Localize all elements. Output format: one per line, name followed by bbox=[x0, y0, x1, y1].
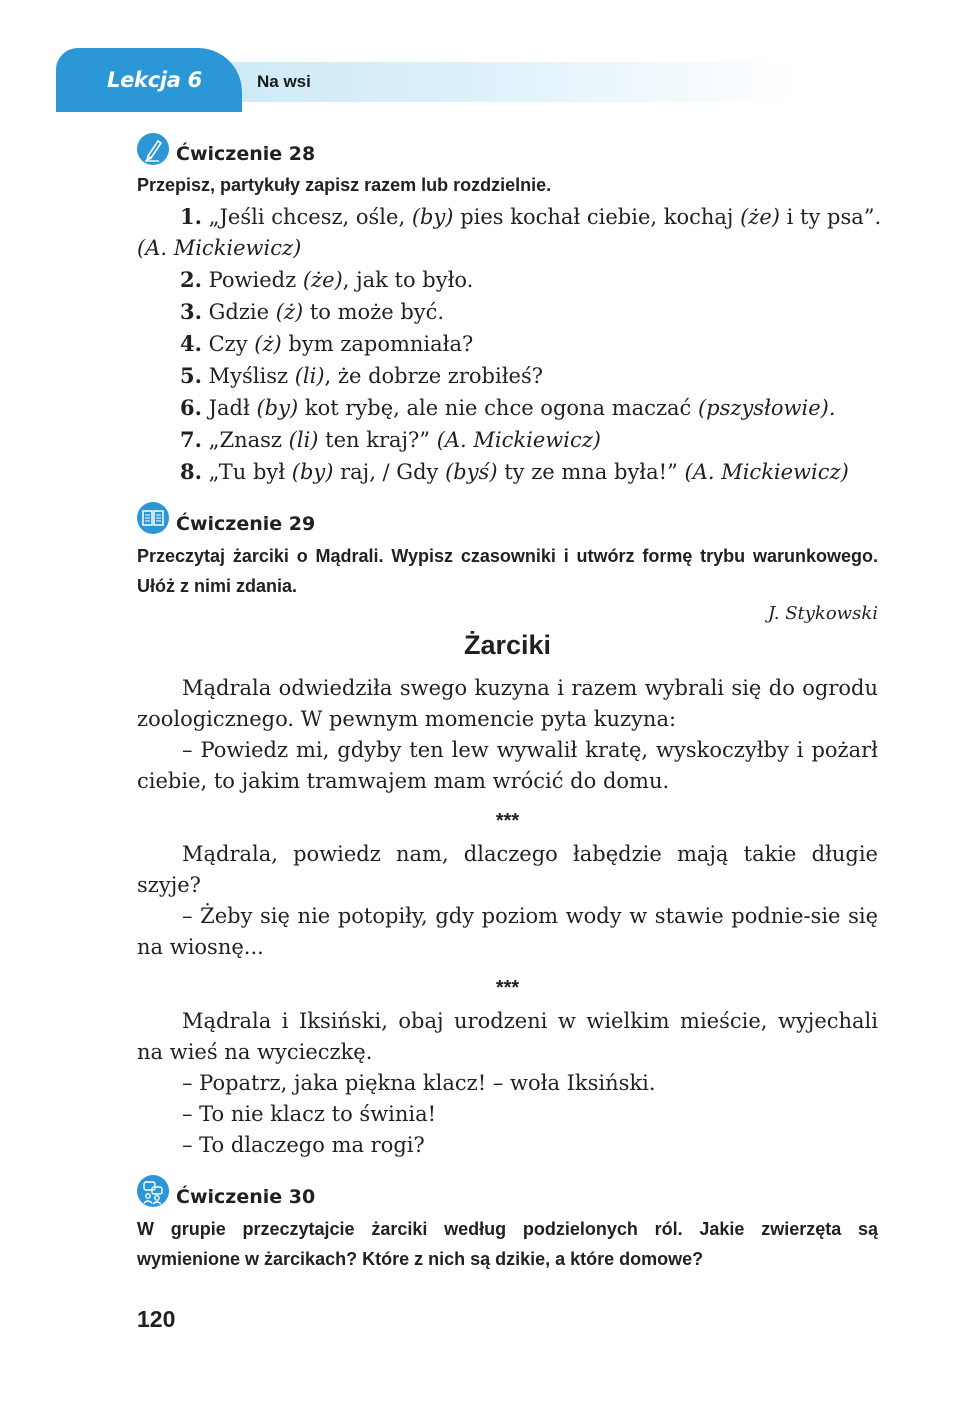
exercise-28-instruction: Przepisz, partykuły zapisz razem lub rozdzielnie. bbox=[137, 175, 552, 195]
exercise-28-title: Ćwiczenie 28 bbox=[176, 143, 316, 165]
group-discussion-icon bbox=[137, 1175, 169, 1207]
story-paragraph: Mądrala, powiedz nam, dlaczego łabędzie mają takie długie szyje? bbox=[137, 842, 878, 897]
ex28-item-5: 5. Myślisz (li), że dobrze zrobiłeś? bbox=[180, 363, 543, 388]
lesson-topic: Na wsi bbox=[257, 72, 311, 91]
ex28-item-1-author: (A. Mickiewicz) bbox=[137, 236, 302, 260]
story-paragraph: Mądrala i Iksiński, obaj urodzeni w wielkim mieście, wyjechali na wieś na wycieczkę. bbox=[137, 1009, 878, 1064]
story-title: Żarciki bbox=[463, 630, 552, 660]
story-paragraph: – Powiedz mi, gdyby ten lew wywalił kratę, wyskoczyłby i pożarł ciebie, to jakim tramwajem mam wrócić do domu. bbox=[137, 738, 878, 793]
section-separator: *** bbox=[495, 977, 520, 999]
story-paragraph: – Popatrz, jaka piękna klacz! – woła Iksiński. bbox=[182, 1071, 656, 1095]
lesson-label: Lekcja 6 bbox=[107, 68, 202, 92]
exercise-30-instruction: W grupie przeczytajcie żarciki według podzielonych ról. Jakie zwierzęta są wymienione w żarcikach? Które z nich są dzikie, a które domowe? bbox=[137, 1219, 878, 1269]
story-author: J. Stykowski bbox=[767, 603, 878, 624]
pencil-icon bbox=[137, 133, 169, 165]
ex28-item-4: 4. Czy (ż) bym zapomniała? bbox=[180, 331, 474, 356]
book-icon bbox=[137, 502, 169, 534]
page-number: 120 bbox=[137, 1306, 176, 1332]
exercise-29-title: Ćwiczenie 29 bbox=[176, 513, 316, 535]
ex28-item-8: 8. „Tu był (by) raj, / Gdy (byś) ty ze mna była!” (A. Mickiewicz) bbox=[180, 459, 849, 484]
exercise-29-instruction: Przeczytaj żarciki o Mądrali. Wypisz czasowniki i utwórz formę trybu warunkowego. Ułóż z nimi zdania. bbox=[137, 546, 878, 596]
story-paragraph: – To dlaczego ma rogi? bbox=[182, 1133, 425, 1157]
ex28-item-2: 2. Powiedz (że), jak to było. bbox=[180, 267, 474, 292]
story-paragraph: – To nie klacz to świnia! bbox=[182, 1102, 437, 1126]
ex28-item-3: 3. Gdzie (ż) to może być. bbox=[180, 299, 445, 324]
section-separator: *** bbox=[495, 810, 520, 832]
ex28-item-7: 7. „Znasz (li) ten kraj?” (A. Mickiewicz) bbox=[180, 427, 601, 452]
ex28-item-1: 1. „Jeśli chcesz, ośle, (by) pies kochał ciebie, kochaj (że) i ty psa”. bbox=[180, 204, 882, 229]
story-paragraph: Mądrala odwiedziła swego kuzyna i razem wybrali się do ogrodu zoologicznego. W pewnym momencie pyta kuzyna: bbox=[137, 676, 878, 731]
ex28-item-6: 6. Jadł (by) kot rybę, ale nie chce ogona maczać (pszysłowie). bbox=[180, 395, 836, 420]
exercise-30-title: Ćwiczenie 30 bbox=[176, 1186, 316, 1208]
story-paragraph: – Żeby się nie potopiły, gdy poziom wody w stawie podnie-sie się na wiosnę... bbox=[137, 904, 878, 959]
